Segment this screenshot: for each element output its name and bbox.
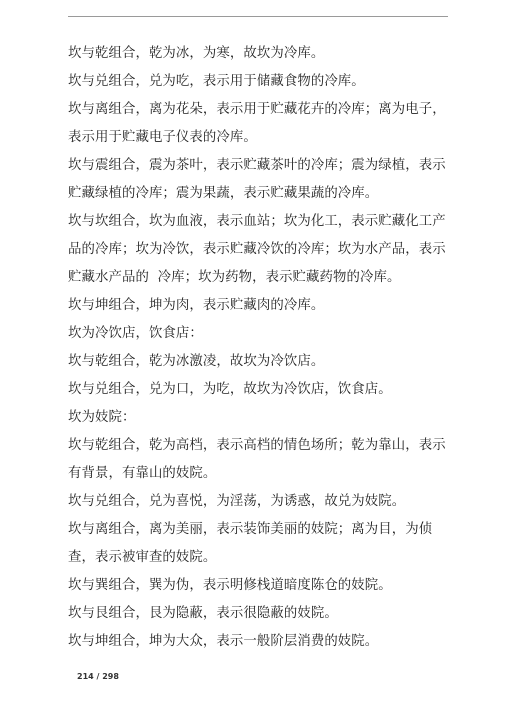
paragraph: 坎与离组合，离为花朵，表示用于贮藏花卉的冷库；离为电子，表示用于贮藏电子仪表的冷库。 <box>68 102 446 145</box>
paragraph: 坎与乾组合，乾为冰，为寒，故坎为冷库。 <box>68 46 325 61</box>
paragraph: 坎与乾组合，乾为冰激凌，故坎为冷饮店。 <box>68 354 325 369</box>
paragraph: 坎与震组合，震为茶叶，表示贮藏茶叶的冷库；震为绿植，表示贮藏绿植的冷库；震为果蔬，表示贮藏果蔬的冷库。 <box>68 158 446 201</box>
paragraph: 坎与巽组合，巽为伪，表示明修栈道暗度陈仓的妓院。 <box>68 578 392 593</box>
document-body <box>68 40 452 656</box>
paragraph: 坎与兑组合，兑为吃，表示用于储藏食物的冷库。 <box>68 74 365 89</box>
paragraph: 坎与离组合，离为美丽，表示装饰美丽的妓院；离为目，为侦查，表示被审查的妓院。 <box>68 522 433 565</box>
paragraph: 坎与乾组合，乾为高档，表示高档的情色场所；乾为靠山，表示有背景，有靠山的妓院。 <box>68 438 446 481</box>
paragraph: 坎与兑组合，兑为喜悦，为淫荡，为诱惑，故兑为妓院。 <box>68 494 406 509</box>
paragraph: 坎与坎组合，坎为血液，表示血站；坎为化工，表示贮藏化工产品的冷库；坎为冷饮，表示贮藏冷饮的冷库；坎为水产品，表示贮藏水产品的 冷库；坎为药物，表示贮藏药物的冷库。 <box>68 214 446 285</box>
paragraph: 坎与艮组合，艮为隐蔽，表示很隐蔽的妓院。 <box>68 606 338 621</box>
paragraph: 坎与兑组合，兑为口，为吃，故坎为冷饮店，饮食店。 <box>68 382 392 397</box>
section-heading: 坎为妓院： <box>68 410 136 425</box>
paragraph: 坎与坤组合，坤为大众，表示一般阶层消费的妓院。 <box>68 634 379 649</box>
paragraph: 坎与坤组合，坤为肉，表示贮藏肉的冷库。 <box>68 298 325 313</box>
section-heading: 坎为冷饮店，饮食店： <box>68 326 203 341</box>
header-rule <box>68 16 448 17</box>
page-number: 214 / 298 <box>77 672 119 681</box>
